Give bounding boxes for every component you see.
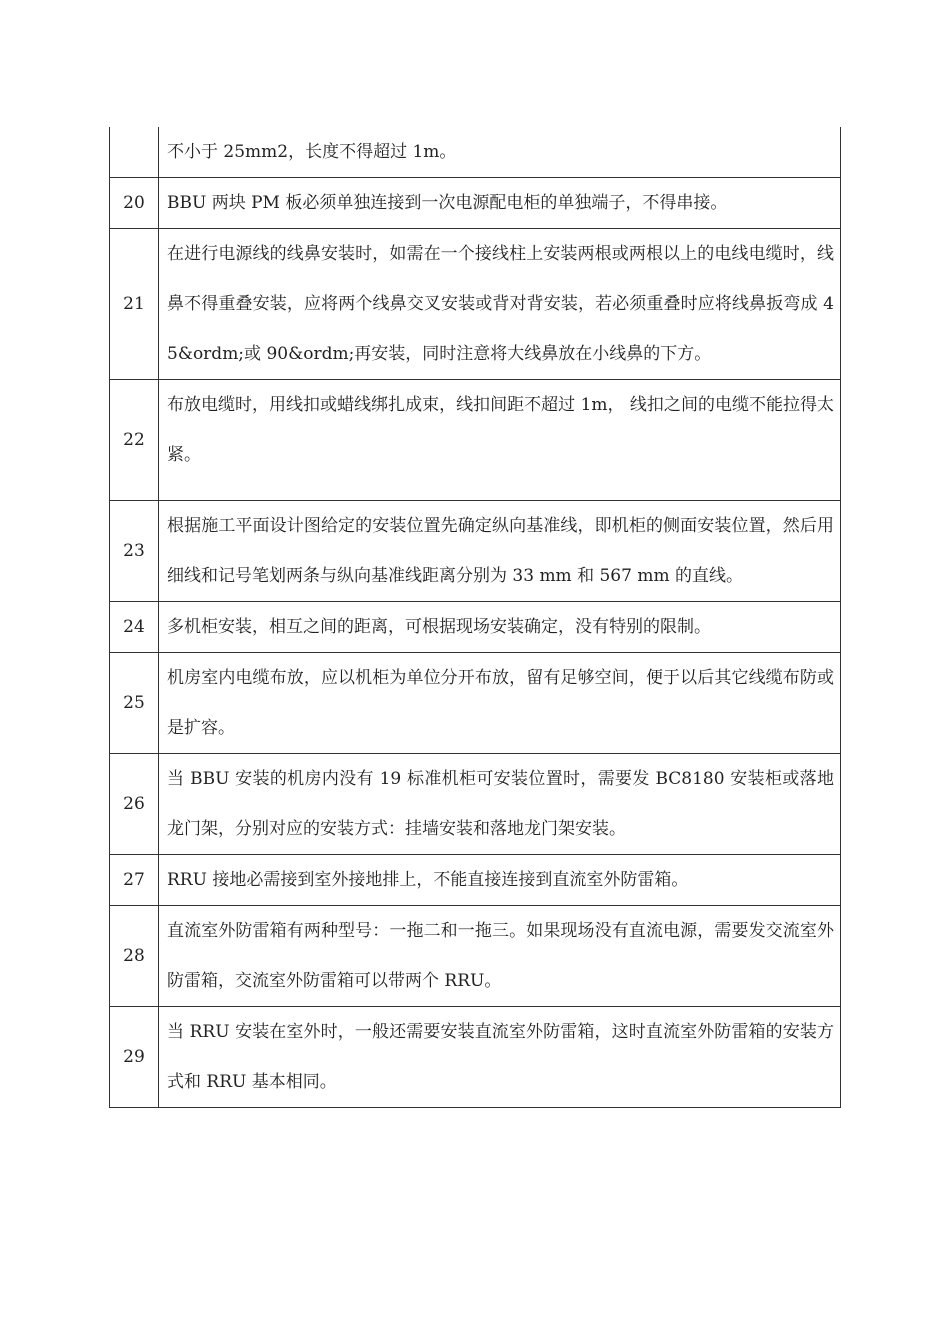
row-text: 直流室外防雷箱有两种型号：一拖二和一拖三。如果现场没有直流电源，需要发交流室外防雷箱，交流室外防雷箱可以带两个 RRU。 — [159, 906, 841, 1007]
row-number: 28 — [110, 906, 159, 1007]
row-text: RRU 接地必需接到室外接地排上，不能直接连接到直流室外防雷箱。 — [159, 855, 841, 906]
table-row — [110, 501, 841, 602]
table-row — [110, 1007, 841, 1108]
installation-rules-table — [109, 127, 841, 1108]
table-row — [110, 380, 841, 501]
row-text: 根据施工平面设计图给定的安装位置先确定纵向基准线，即机柜的侧面安装位置，然后用细线和记号笔划两条与纵向基准线距离分别为 33 mm 和 567 mm 的直线。 — [159, 501, 841, 602]
table-row — [110, 754, 841, 855]
table-row — [110, 229, 841, 380]
table-row — [110, 602, 841, 653]
row-text: 当 RRU 安装在室外时，一般还需要安装直流室外防雷箱，这时直流室外防雷箱的安装方式和 RRU 基本相同。 — [159, 1007, 841, 1108]
table-row — [110, 127, 841, 178]
row-number: 22 — [110, 380, 159, 501]
table-row — [110, 855, 841, 906]
row-text: 当 BBU 安装的机房内没有 19 标准机柜可安装位置时，需要发 BC8180 安装柜或落地龙门架，分别对应的安装方式：挂墙安装和落地龙门架安装。 — [159, 754, 841, 855]
table-row — [110, 178, 841, 229]
row-number: 24 — [110, 602, 159, 653]
row-text: 在进行电源线的线鼻安装时，如需在一个接线柱上安装两根或两根以上的电线电缆时，线鼻不得重叠安装，应将两个线鼻交叉安装或背对背安装，若必须重叠时应将线鼻扳弯成 45&ordm;或 90&ordm;再安装，同时注意将大线鼻放在小线鼻的下方。 — [159, 229, 841, 380]
row-text: 机房室内电缆布放，应以机柜为单位分开布放，留有足够空间，便于以后其它线缆布防或是扩容。 — [159, 653, 841, 754]
row-number: 27 — [110, 855, 159, 906]
row-number: 26 — [110, 754, 159, 855]
row-text: 不小于 25mm2，长度不得超过 1m。 — [159, 127, 841, 178]
table-row — [110, 906, 841, 1007]
row-number: 23 — [110, 501, 159, 602]
row-number: 20 — [110, 178, 159, 229]
row-text: 多机柜安装，相互之间的距离，可根据现场安装确定，没有特别的限制。 — [159, 602, 841, 653]
table-row — [110, 653, 841, 754]
row-number: 21 — [110, 229, 159, 380]
row-text: BBU 两块 PM 板必须单独连接到一次电源配电柜的单独端子，不得串接。 — [159, 178, 841, 229]
row-number: 29 — [110, 1007, 159, 1108]
row-text: 布放电缆时，用线扣或蜡线绑扎成束，线扣间距不超过 1m， 线扣之间的电缆不能拉得太紧。 — [159, 380, 841, 501]
row-number: 25 — [110, 653, 159, 754]
row-number — [110, 127, 159, 178]
